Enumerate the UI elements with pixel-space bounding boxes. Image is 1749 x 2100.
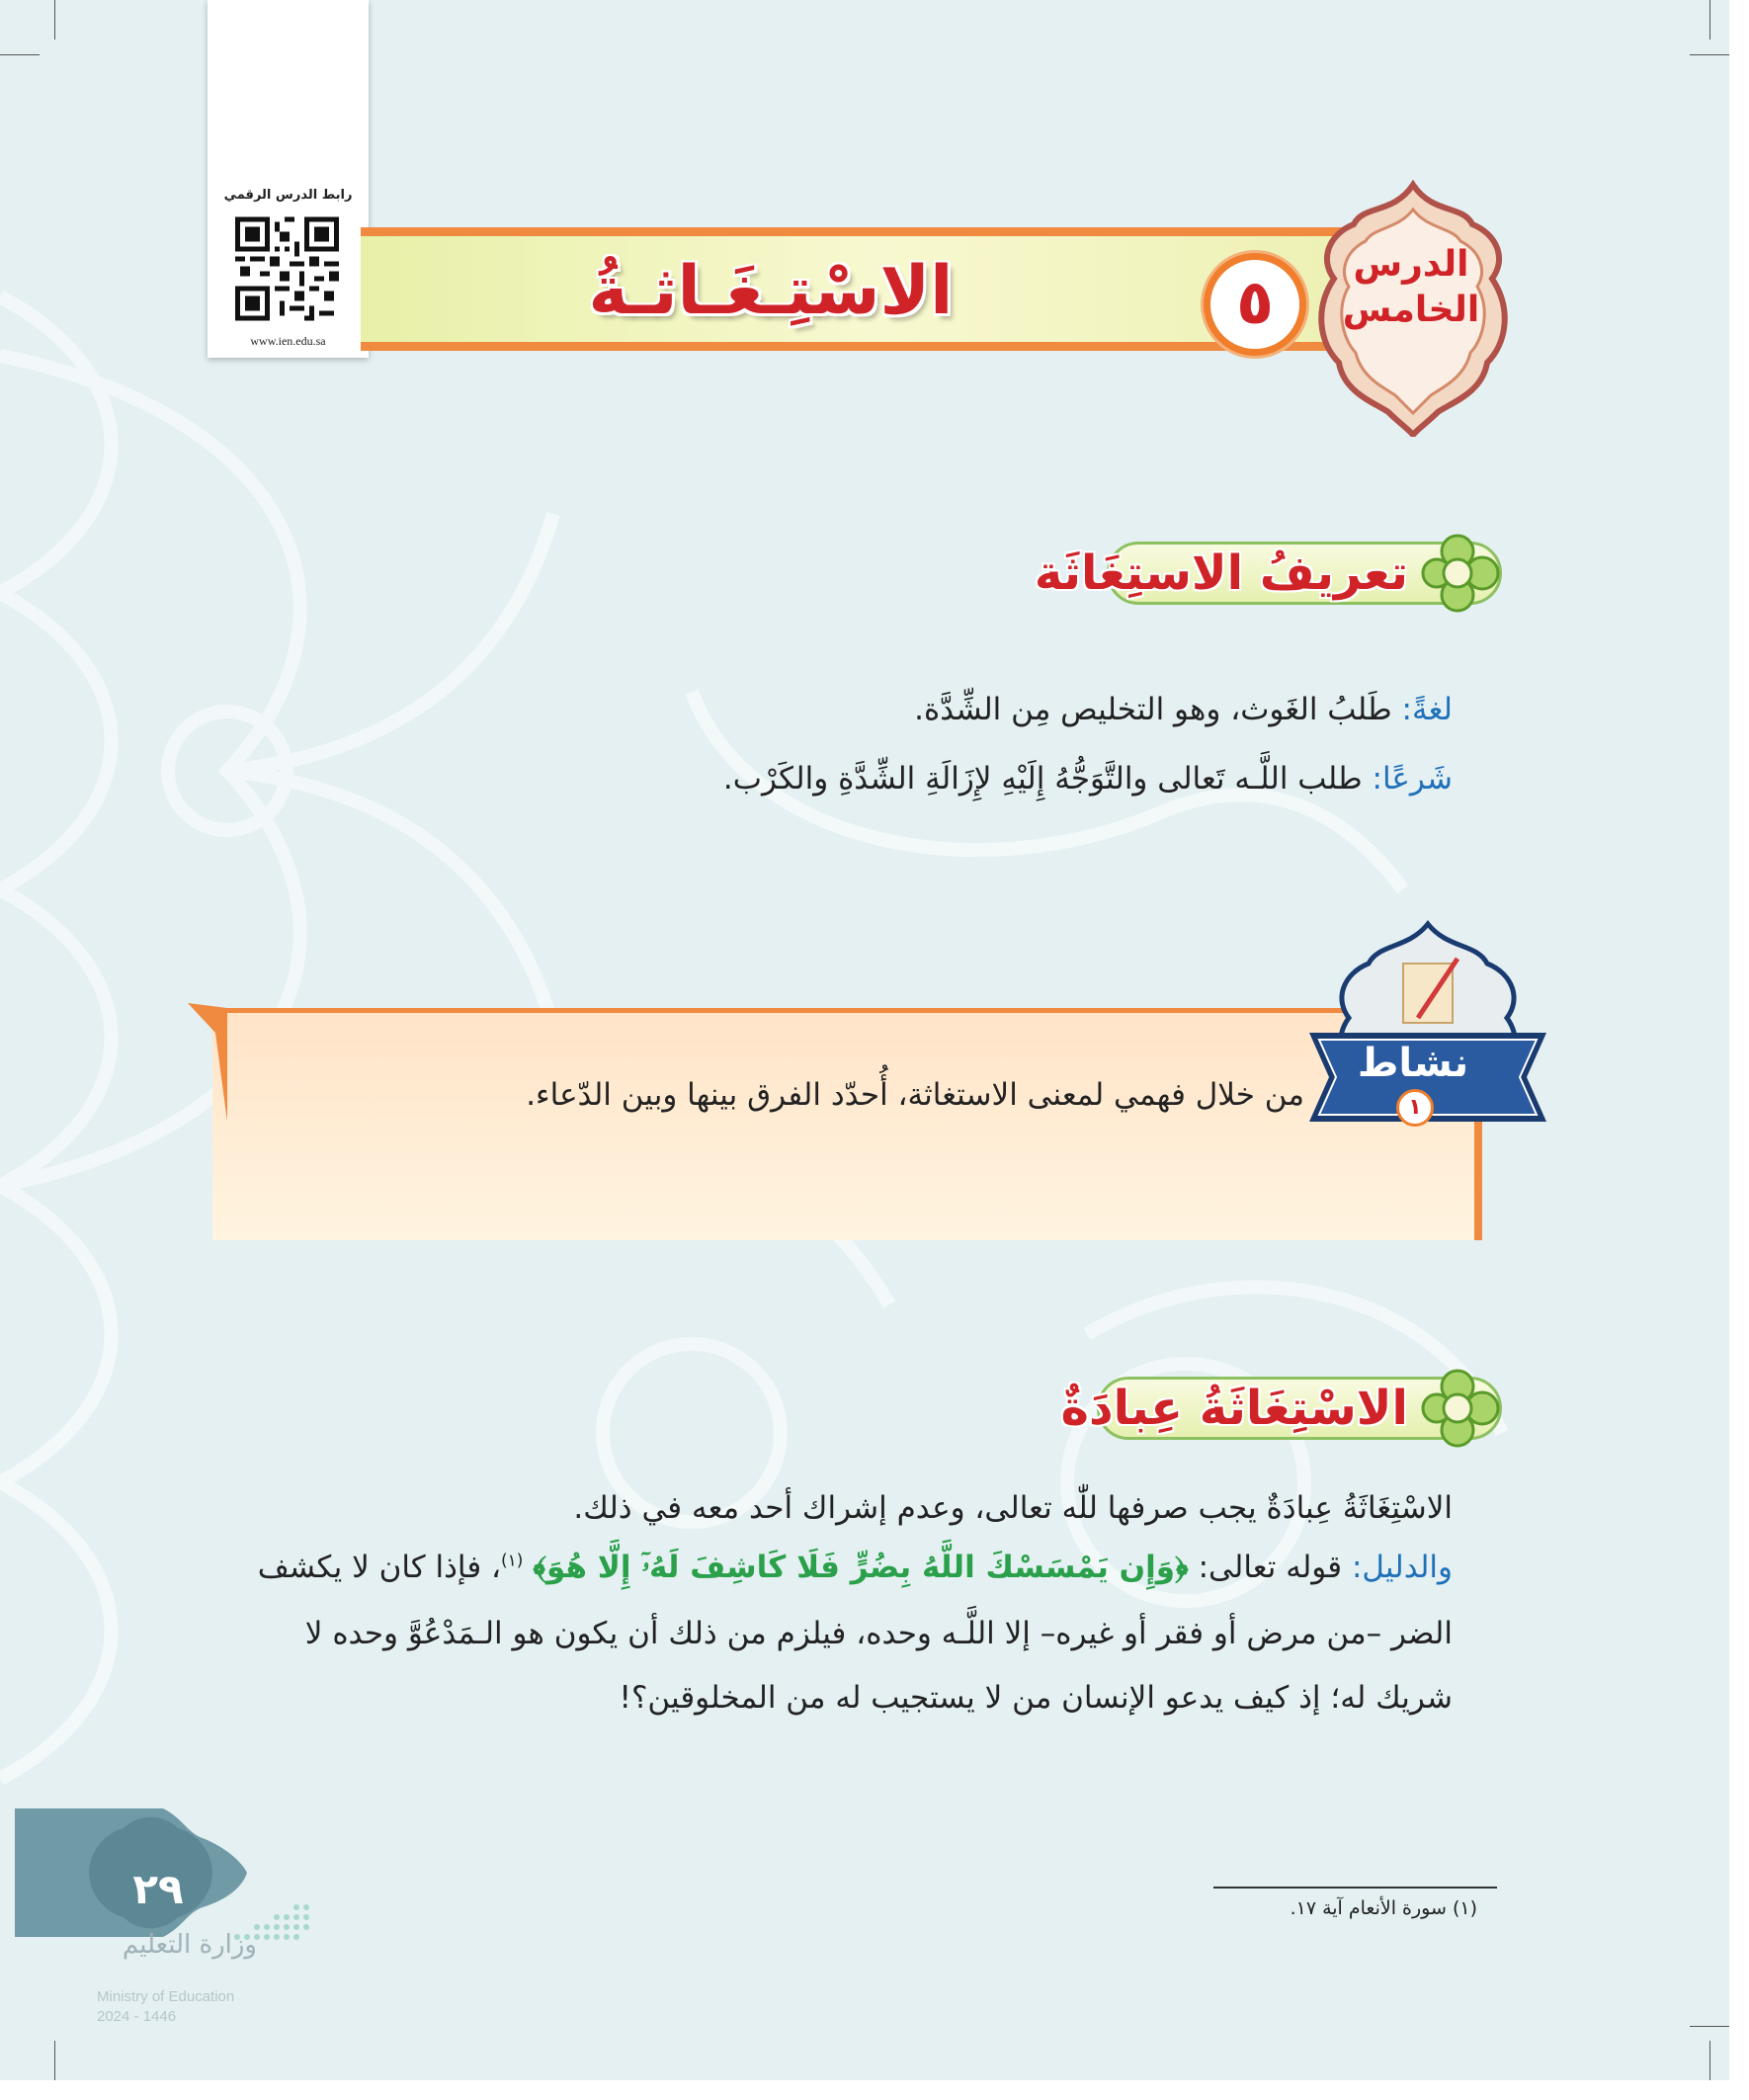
badge-line-1: الدرس xyxy=(1353,244,1469,285)
definition-legal-text: طلب اللَّـه تَعالى والتَّوَجُّهُ إِلَيْهِ لإِزَالَةِ الشِّدَّةِ والكَرْب. xyxy=(722,761,1373,797)
badge-line-2: الخامس xyxy=(1342,290,1480,330)
clover-ornament-icon xyxy=(1413,1369,1502,1448)
activity-label: نشاط xyxy=(1357,1041,1469,1086)
keyword-linguistic: لغةً: xyxy=(1401,692,1453,727)
ministry-name-english: Ministry of Education xyxy=(97,1988,235,2005)
footnote-reference[interactable]: (١) xyxy=(501,1551,524,1571)
crop-mark xyxy=(1690,54,1729,55)
section-heading-worship xyxy=(1060,1369,1502,1448)
quran-verse: ﴿وَإِن يَمْسَسْكَ اللَّهُ بِضُرٍّ فَلَا كَاشِفَ لَهُۥٓ إِلَّا هُوَ﴾ xyxy=(533,1550,1189,1585)
qr-url[interactable]: www.ien.edu.sa xyxy=(250,334,326,348)
clover-ornament-icon xyxy=(1413,534,1502,613)
ministry-name-arabic: وزارة التعليم xyxy=(122,1930,257,1960)
page-number: ٢٩ xyxy=(132,1865,184,1913)
footnote-rule xyxy=(1213,1887,1497,1889)
lesson-title: الاسْتِـغَـاثـةُ xyxy=(588,252,954,330)
worship-line-3: الضر –من مرض أو فقر أو غيره– إلا اللَّـه وحده، فيلزم من ذلك أن يكون هو الـمَدْعُوَّ وحده لا xyxy=(304,1616,1453,1651)
section-heading-text: الاسْتِغَاثَةُ عِبادَةٌ xyxy=(1060,1381,1408,1436)
crop-mark xyxy=(54,2041,55,2080)
definition-linguistic-text: طَلبُ الغَوث، وهو التخليص مِن الشِّدَّة. xyxy=(914,692,1402,727)
crop-mark xyxy=(54,0,55,40)
crop-mark xyxy=(1709,2041,1710,2080)
lesson-number: ٥ xyxy=(1204,253,1306,356)
footnote-text: (١) سورة الأنعام آية ١٧. xyxy=(1290,1897,1477,1919)
keyword-evidence: والدليل: xyxy=(1351,1550,1453,1585)
activity-number: ١ xyxy=(1396,1089,1434,1127)
activity-box xyxy=(212,1008,1482,1240)
worship-line-1: الاسْتِغَاثَةُ عِبادَةٌ يجب صرفها للّٰه تعالى، وعدم إشراك أحد معه ﻓﻲ ذلك. xyxy=(573,1490,1453,1526)
qr-code-icon[interactable] xyxy=(235,210,339,328)
worship-evidence-line xyxy=(258,1550,1453,1586)
definition-legal xyxy=(723,761,1453,797)
section-heading-text: تعريفُ الاستِغَاثَة xyxy=(1034,546,1408,601)
worship-line-4: شريك له؛ إذ كيف يدعو الإنسان من لا يستجيب له من المخلوقين؟! xyxy=(619,1680,1453,1716)
activity-flag-corner xyxy=(188,1003,227,1122)
digital-lesson-card[interactable] xyxy=(208,0,369,358)
edition-year: 2024 - 1446 xyxy=(97,2008,177,2025)
keyword-legal: شَرعًا: xyxy=(1372,761,1453,797)
qr-label: رابط الدرس الرقمي xyxy=(223,188,353,203)
definition-linguistic xyxy=(914,692,1453,727)
crop-mark xyxy=(1690,2026,1729,2027)
crop-mark xyxy=(1709,0,1710,40)
section-heading-definition xyxy=(1034,534,1502,613)
lesson-badge-label xyxy=(1322,242,1500,333)
evidence-continuation: ، فإذا كان لا يكشف xyxy=(257,1550,501,1585)
activity-text: من خلال فهمي لمعنى الاستغاثة، أُحدّد الفرق بينها وبين الدّعاء. xyxy=(526,1077,1304,1113)
evidence-intro: قوله تعالى: xyxy=(1188,1550,1352,1585)
crop-mark xyxy=(0,54,40,55)
